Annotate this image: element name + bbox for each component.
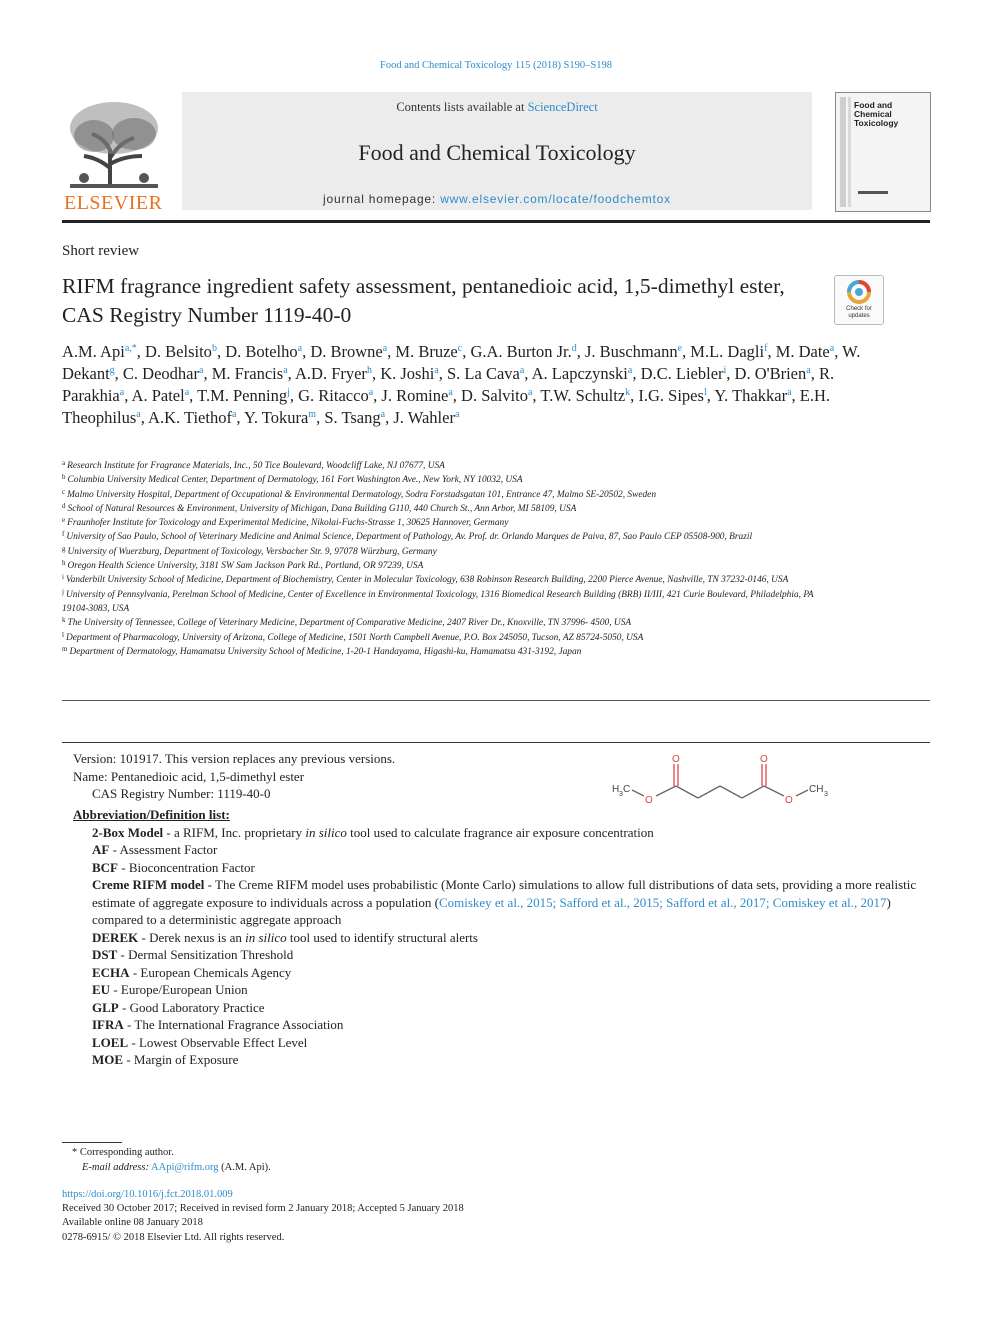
abbreviation-term: MOE [92, 1052, 124, 1067]
elsevier-tree-logo [64, 98, 164, 192]
author[interactable]: A.D. Fryer [294, 364, 367, 383]
affiliation [62, 573, 822, 587]
author-affiliation-marker[interactable]: d [571, 343, 577, 354]
cover-graphic [838, 97, 852, 207]
abbreviation-term: Creme RIFM model [92, 877, 205, 892]
abbreviation-item [73, 964, 930, 982]
author[interactable]: M. Date [775, 342, 830, 361]
affiliation-key: b [62, 473, 66, 482]
author[interactable]: J. Buschmann [585, 342, 678, 361]
carbonyl-oxygen-left: O [672, 754, 680, 765]
author-affiliation-marker[interactable]: a [787, 387, 792, 398]
affiliation [62, 545, 822, 559]
author-affiliation-marker[interactable]: a [231, 409, 237, 420]
abbreviation-definition-tail: tool used to identify structural alerts [286, 929, 478, 945]
affiliation-key: i [62, 573, 64, 582]
affiliation-text: University of Wuerzburg, Department of Toxicology, Versbacher Str. 9, 97078 Würzburg, Germany [67, 546, 437, 557]
author-list: A.M. Api$^{a,*}$, D. Belsito$^b$, D. Botelho$^a$, D. Browne$^a$, M. Bruze$^c$, G.A. Burton Jr.$^d$, J. Buschmann$^e$, M.L. Dagli$^f$, M. Date$^a$, W. Dekant$^g$, C. Deodhar$^a$, M. Francis$^a$, A.D. Fryer$^h$, K. Joshi$^a$, S. La Cava$^a$, A. Lapczynski$^a$, D.C. Liebler$^i$, D. O'Brien$^a$, R. Parakhia$^a$, A. Patel$^a$, T.M. Penning$^j$, G. Ritacco$^a$, J. Romine$^a$, D. Salvito$^a$, T.W. Schultz$^k$, I.G. Sipes$^l$, Y. Thakkar$^a$, E.H. Theophilus$^a$, A.K. Tiethof$^a$, Y. Tokura$^m$, S. Tsang$^a$, J. Wahler$^a$ [62, 342, 861, 427]
affiliation-list [62, 459, 822, 659]
author[interactable]: M. Bruze [395, 342, 458, 361]
abbreviation-item [73, 946, 930, 964]
abbreviation-item [73, 1051, 930, 1069]
check-for-updates-badge[interactable] [834, 275, 884, 325]
affiliation-key: a [62, 459, 66, 467]
methyl-right-sub: 3 [824, 791, 828, 798]
affiliation-key: e [62, 516, 66, 525]
author-affiliation-marker[interactable]: a [434, 365, 439, 376]
author-affiliation-marker[interactable]: g [109, 365, 115, 376]
affiliation [62, 588, 822, 617]
author[interactable]: E.H. Theophilus [62, 386, 831, 427]
affiliation-key: j [62, 587, 64, 596]
author[interactable]: M. Francis [211, 364, 284, 383]
author-affiliation-marker[interactable]: a [448, 387, 453, 398]
author-affiliation-marker[interactable]: a,* [124, 343, 137, 354]
abbreviation-definition: - The Creme RIFM model uses probabilistic (Monte Carlo) simulations to allow full distributions of data sets, providing a more realistic estimate of aggregate exposure to individuals across a population ( [92, 877, 917, 910]
author-affiliation-marker[interactable]: a [382, 343, 388, 354]
abbreviation-item [73, 1034, 930, 1052]
author-affiliation-marker[interactable]: h [366, 365, 372, 376]
author[interactable]: G. Ritacco [298, 386, 369, 405]
affiliation [62, 473, 822, 487]
abbreviation-definition: - Margin of Exposure [123, 1052, 239, 1067]
author[interactable]: A. Patel [131, 386, 185, 405]
substance-info [73, 750, 395, 803]
abbreviation-definition-tail: ) compared to a deterministic aggregate approach [92, 894, 891, 927]
abbreviation-item [73, 1016, 930, 1034]
article-title: RIFM fragrance ingredient safety assessment, pentanedioic acid, 1,5-dimethyl ester, CAS Registry Number 1119-40-0 [62, 274, 785, 327]
check-for-updates-label: Check for updates [846, 306, 872, 319]
abbreviation-definition: - Bioconcentration Factor [118, 859, 255, 875]
journal-cover-thumbnail[interactable] [835, 92, 931, 212]
journal-info-box [182, 92, 812, 210]
affiliation-text: Research Institute for Fragrance Materials, Inc., 50 Tice Boulevard, Woodcliff Lake, NJ 07677, USA [67, 461, 445, 471]
author-affiliation-marker[interactable]: a [198, 365, 204, 376]
elsevier-wordmark: ELSEVIER [64, 192, 163, 214]
abbreviation-item [73, 999, 930, 1017]
author-affiliation-marker[interactable]: e [677, 343, 683, 354]
affiliation-text: University of Sao Paulo, School of Veterinary Medicine and Animal Science, Department of Pathology, Av. Prof. dr. Orlando Marques de Paiva, 87, Sao Paulo CEP 05508-900, Brazil [66, 532, 753, 543]
publication-info [62, 1188, 464, 1245]
affiliation-text: Fraunhofer Institute for Toxicology and Experimental Medicine, Nikolai-Fuchs-Strasse 1, 30625 Hannover, Germany [67, 518, 509, 529]
affiliation-text: University of Pennsylvania, Perelman School of Medicine, Center of Excellence in Environmental Toxicology, 1316 Biomedical Research Building (BRB) II/III, 421 Curie Boulevard, Philadelphia, PA 19104-3083, USA [62, 589, 814, 614]
abbreviation-definition: - Derek nexus is an [138, 929, 246, 945]
affiliation [62, 645, 822, 659]
author-affiliation-marker[interactable]: a [527, 387, 533, 398]
author[interactable]: C. Deodhar [122, 364, 199, 383]
reference-link[interactable]: Comiskey et al., 2015; Safford et al., 2015; Safford et al., 2017; Comiskey et al., 2017 [438, 894, 887, 910]
methyl-left-sub: 3 [619, 791, 623, 798]
author-affiliation-marker[interactable]: a [119, 387, 125, 398]
author-affiliation-marker[interactable]: a [519, 365, 525, 376]
abbreviation-definition: - Assessment Factor [109, 842, 218, 857]
author[interactable]: A. Lapczynski [531, 364, 628, 383]
affiliation-text: School of Natural Resources & Environment, University of Michigan, Dana Building G110, 440 Church St., Ann Arbor, MI 58109, USA [67, 503, 577, 514]
abbreviation-definition-tail: tool used to calculate fragrance air exposure concentration [346, 824, 654, 840]
affiliation-key: h [62, 559, 66, 568]
journal-header [62, 92, 930, 224]
cover-logo-mark [858, 191, 888, 194]
author-affiliation-marker[interactable]: a [829, 343, 835, 354]
abbreviation-term: IFRA [92, 1017, 124, 1032]
author-affiliation-marker[interactable]: i [723, 365, 727, 376]
affiliation-key: m [62, 644, 68, 653]
author-affiliation-marker[interactable]: a [297, 343, 303, 354]
abbreviation-item [73, 876, 930, 929]
affiliation [62, 631, 822, 645]
abbreviation-term: DEREK [92, 929, 139, 945]
journal-title: Food and Chemical Toxicology [358, 140, 636, 165]
section-divider [62, 700, 930, 701]
author[interactable]: D. Botelho [225, 342, 298, 361]
author[interactable]: G.A. Burton Jr. [470, 342, 572, 361]
author[interactable]: K. Joshi [380, 364, 435, 383]
abbreviation-definition: - Dermal Sensitization Threshold [117, 947, 294, 962]
author[interactable]: D. Belsito [145, 342, 212, 361]
received-dates: Received 30 October 2017; Received in revised form 2 January 2018; Accepted 5 January 2018 [62, 1203, 464, 1215]
abbreviation-emphasis: in silico [305, 824, 347, 840]
author[interactable]: T.W. Schultz [540, 386, 626, 405]
abbreviation-emphasis: in silico [245, 929, 287, 945]
abbreviation-heading: Abbreviation/Definition list: [73, 807, 230, 822]
affiliation-text: Columbia University Medical Center, Department of Dermatology, 161 Fort Washington Ave., New York, NY 10032, USA [67, 475, 523, 486]
affiliation-text: Department of Dermatology, Hamamatsu University School of Medicine, 1-20-1 Handayama, Higashi-ku, Hamamatsu 431-3192, Japan [69, 646, 582, 657]
carbonyl-oxygen-right: O [760, 754, 768, 765]
journal-homepage: journal homepage: www.elsevier.com/locate/foodchemtox [323, 192, 671, 206]
author-affiliation-marker[interactable]: a [368, 387, 374, 398]
abbreviation-definition: - Lowest Observable Effect Level [128, 1034, 308, 1050]
chemical-structure [608, 752, 838, 808]
doi-link[interactable]: https://doi.org/10.1016/j.fct.2018.01.009 [62, 1189, 233, 1200]
author[interactable]: A.M. Api [62, 342, 125, 361]
author-affiliation-marker[interactable]: c [457, 343, 463, 354]
journal-citation[interactable]: Food and Chemical Toxicology 115 (2018) S190–S198 [379, 60, 612, 71]
methyl-right-ch: CH [809, 784, 824, 795]
abbreviation-term: LOEL [92, 1034, 129, 1050]
affiliation [62, 502, 822, 516]
affiliation-text: Department of Pharmacology, University of Arizona, College of Medicine, 1501 North Campbell Avenue, P.O. Box 245050, Tucson, AZ 85724-5050, USA [65, 632, 644, 643]
abbreviation-definition: - Europe/European Union [110, 982, 248, 997]
copyright: 0278-6915/ © 2018 Elsevier Ltd. All rights reserved. [62, 1231, 285, 1243]
header-rule [62, 220, 930, 223]
author-affiliation-marker[interactable]: a [627, 365, 633, 376]
affiliation-text: Oregon Health Science University, 3181 SW Sam Jackson Park Rd., Portland, OR 97239, USA [67, 561, 424, 572]
author[interactable]: Y. Tokura [244, 408, 309, 427]
available-online: Available online 08 January 2018 [62, 1217, 203, 1229]
name-line: Name: Pentanedioic acid, 1,5-dimethyl ester [73, 768, 305, 784]
abbreviation-item [73, 929, 930, 947]
abbreviation-term: DST [92, 947, 118, 962]
author[interactable]: M.L. Dagli [690, 342, 765, 361]
homepage-link[interactable]: www.elsevier.com/locate/foodchemtox [440, 192, 671, 206]
author[interactable]: S. Tsang [324, 408, 381, 427]
abbreviation-item [73, 859, 930, 877]
author-affiliation-marker[interactable]: j [287, 387, 290, 398]
author-affiliation-marker[interactable]: a [184, 387, 190, 398]
abbreviation-term: BCF [92, 859, 118, 875]
affiliation-key: c [62, 487, 66, 496]
affiliation [62, 559, 822, 573]
abbreviation-term: 2-Box Model [92, 824, 164, 840]
affiliation [62, 516, 822, 530]
author[interactable]: D.C. Liebler [640, 364, 724, 383]
abbreviation-definition: - a RIFM, Inc. proprietary [163, 824, 306, 840]
author-affiliation-marker[interactable]: a [806, 365, 811, 376]
author[interactable]: T.M. Penning [197, 386, 288, 405]
author[interactable]: S. La Cava [446, 364, 520, 383]
abbreviation-item [73, 981, 930, 999]
affiliation [62, 488, 822, 502]
author-affiliation-marker[interactable]: a [380, 409, 386, 420]
article-type: Short review [62, 243, 140, 259]
author-affiliation-marker[interactable]: a [136, 409, 141, 420]
author-affiliation-marker[interactable]: l [703, 387, 707, 398]
author[interactable]: A.K. Tiethof [148, 408, 232, 427]
author-affiliation-marker[interactable]: a [454, 409, 460, 420]
ester-oxygen-left: O [645, 795, 653, 806]
author[interactable]: R. Parakhia [62, 364, 835, 405]
abbreviation-definition: - The International Fragrance Association [123, 1017, 344, 1032]
author[interactable]: W. Dekant [62, 342, 861, 383]
affiliation-text: The University of Tennessee, College of Veterinary Medicine, Department of Comparative Medicine, 2407 River Dr., Knoxville, TN 37996- 4500, USA [67, 618, 632, 629]
abbreviation-definition: - European Chemicals Agency [129, 964, 292, 980]
affiliation-text: Vanderbilt University School of Medicine, Department of Biochemistry, Center in Molecular Toxicology, 638 Robinson Research Building, 2200 Pierce Avenue, Nashville, TN 37232-0146, USA [65, 575, 789, 586]
abbreviation-item [73, 841, 930, 859]
methyl-left-h: H [612, 784, 620, 795]
footnote [62, 1146, 271, 1175]
author-affiliation-marker[interactable]: m [308, 409, 317, 420]
cover-title: Food and Chemical Toxicology [854, 100, 899, 128]
author-affiliation-marker[interactable]: b [211, 343, 217, 354]
author[interactable]: J. Romine [381, 386, 449, 405]
abbreviation-item [73, 824, 930, 842]
affiliation-key: d [62, 501, 66, 510]
affiliation [62, 616, 822, 630]
contents-line: Contents lists available at ScienceDirect [396, 100, 598, 114]
content-divider [62, 742, 930, 743]
author[interactable]: D. Browne [310, 342, 383, 361]
methyl-left-c: C [623, 784, 631, 795]
abbreviation-term: AF [92, 842, 110, 857]
author-affiliation-marker[interactable]: a [283, 365, 288, 376]
email-line: E-mail address: AApi@rifm.org (A.M. Api). [82, 1161, 271, 1173]
author[interactable]: Y. Thakkar [714, 386, 788, 405]
abbreviation-definition: - Good Laboratory Practice [118, 999, 265, 1015]
author[interactable]: I.G. Sipes [638, 386, 704, 405]
author[interactable]: D. Salvito [461, 386, 528, 405]
abbreviation-term: EU [92, 982, 111, 997]
email-link[interactable]: AApi@rifm.org [151, 1161, 219, 1173]
affiliation-key: g [62, 544, 66, 553]
abbreviation-list [73, 806, 930, 1069]
check-for-updates-icon [847, 280, 871, 304]
footnote-rule [62, 1142, 122, 1143]
author-affiliation-marker[interactable]: k [625, 387, 631, 398]
cas-line: CAS Registry Number: 1119-40-0 [92, 786, 271, 801]
affiliation-key: l [62, 630, 64, 639]
affiliation-text: Malmo University Hospital, Department of Occupational & Environmental Dermatology, Sodra Forstadsgatan 101, Entrance 47, Malmo SE-20502, Sweden [67, 489, 657, 500]
affiliation-key: k [62, 616, 66, 625]
ester-oxygen-right: O [785, 795, 793, 806]
sciencedirect-link[interactable]: ScienceDirect [527, 100, 598, 114]
abbreviation-term: GLP [92, 999, 119, 1015]
affiliation [62, 459, 822, 473]
author-affiliation-marker[interactable]: f [764, 343, 768, 354]
author[interactable]: D. O'Brien [734, 364, 807, 383]
author[interactable]: J. Wahler [393, 408, 455, 427]
corresponding-author-note: * Corresponding author. [72, 1147, 174, 1158]
affiliation-key: f [62, 530, 65, 539]
abbreviation-term: ECHA [92, 964, 130, 980]
affiliation [62, 530, 822, 544]
version-line: Version: 101917. This version replaces any previous versions. [73, 751, 396, 766]
